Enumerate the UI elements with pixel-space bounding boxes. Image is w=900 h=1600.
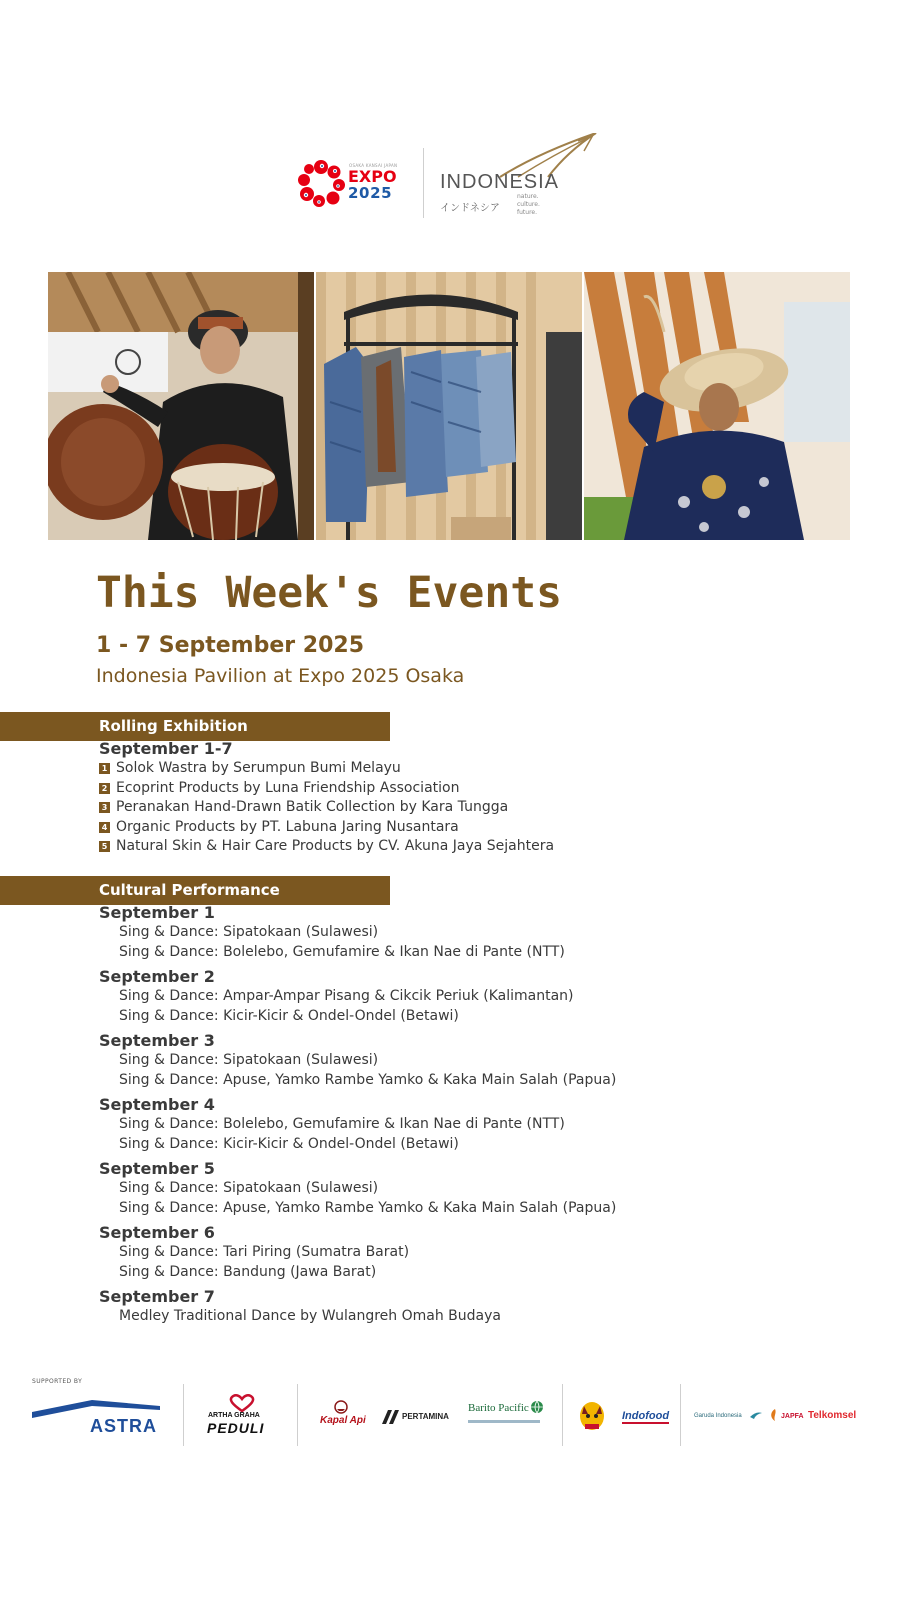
- performance-item: Sing & Dance: Ampar-Ampar Pisang & Cikcik Periuk (Kalimantan): [119, 988, 574, 1004]
- photo-strip: [48, 272, 850, 540]
- schedule-day: [99, 967, 616, 1026]
- performance-list: [99, 1115, 616, 1154]
- schedule-day-heading: September 2: [99, 967, 215, 986]
- performance-item: Sing & Dance: Sipatokaan (Sulawesi): [119, 1180, 379, 1196]
- mascot-icon: [578, 1400, 606, 1432]
- astra-wordmark: ASTRA: [90, 1416, 157, 1436]
- performance-item: Sing & Dance: Bolelebo, Gemufamire & Ikan Nae di Pante (NTT): [119, 1116, 565, 1132]
- telkomsel-text: Telkomsel: [808, 1410, 857, 1421]
- rolling-exhibition-list: [99, 739, 554, 857]
- performance-item: Sing & Dance: Sipatokaan (Sulawesi): [119, 1052, 379, 1068]
- sponsor-logos: [0, 1370, 900, 1450]
- tagline-line: future.: [517, 209, 538, 216]
- performance-list: [99, 987, 616, 1026]
- indofood-logo: [622, 1410, 674, 1430]
- pertamina-logo: [382, 1410, 454, 1430]
- list-item-text: Natural Skin & Hair Care Products by CV. Akuna Jaya Sejahtera: [116, 838, 555, 854]
- tagline-line: nature.: [517, 193, 539, 200]
- header-divider: [423, 148, 424, 218]
- page-title: This Week's Events: [96, 568, 562, 618]
- schedule-day: [99, 1223, 616, 1282]
- barito-pacific-text: Barito Pacific: [468, 1402, 529, 1414]
- expo-myaku-icon: [297, 159, 345, 207]
- heart-icon: [227, 1394, 257, 1412]
- list-item: [99, 798, 554, 818]
- batik-clothing-rack-photo: [316, 272, 582, 540]
- cultural-performance-schedule: [99, 903, 616, 1332]
- performance-list: [99, 1179, 616, 1218]
- performance-item: Sing & Dance: Tari Piring (Sumatra Barat): [119, 1244, 410, 1260]
- section-banner-label: Rolling Exhibition: [99, 717, 248, 735]
- event-venue: Indonesia Pavilion at Expo 2025 Osaka: [96, 665, 465, 687]
- header-logos: [0, 128, 900, 228]
- ship-icon: [334, 1400, 348, 1414]
- schedule-day: [99, 1031, 616, 1090]
- number-badge: 1: [99, 763, 110, 774]
- expo-word: EXPO: [348, 167, 397, 186]
- schedule-day-heading: September 4: [99, 1095, 215, 1114]
- sponsor-divider: [562, 1384, 563, 1446]
- globe-icon: [530, 1400, 544, 1414]
- barito-pacific-logo: [468, 1400, 548, 1434]
- performance-item: Sing & Dance: Sipatokaan (Sulawesi): [119, 924, 379, 940]
- supported-by-label: SUPPORTED BY: [32, 1378, 83, 1385]
- list-item-text: Solok Wastra by Serumpun Bumi Melayu: [116, 760, 401, 776]
- indonesia-wordmark: INDONESIA: [440, 171, 560, 193]
- list-item: [99, 818, 554, 838]
- garuda-text: Garuda Indonesia: [694, 1413, 742, 1419]
- expo-2025-logo: [297, 155, 407, 215]
- kapal-api-logo: [320, 1400, 364, 1436]
- schedule-day-heading: September 3: [99, 1031, 215, 1050]
- telkomsel-logo: [808, 1410, 858, 1426]
- performance-item: Medley Traditional Dance by Wulangreh Omah Budaya: [119, 1308, 501, 1324]
- rolling-day-heading: September 1-7: [99, 739, 233, 758]
- schedule-day: [99, 1287, 616, 1327]
- number-badge: 4: [99, 822, 110, 833]
- indonesia-pavilion-logo: [440, 133, 600, 223]
- performance-item: Sing & Dance: Kicir-Kicir & Ondel-Ondel (Betawi): [119, 1135, 459, 1152]
- event-date-range: 1 - 7 September 2025: [96, 633, 365, 658]
- cultural-performance-banner: [0, 876, 390, 905]
- list-item: [99, 779, 554, 799]
- number-badge: 3: [99, 802, 110, 813]
- list-item: [99, 837, 554, 857]
- schedule-day-heading: September 5: [99, 1159, 215, 1178]
- section-banner-label: Cultural Performance: [99, 881, 280, 899]
- garuda-bird-icon: [750, 1411, 762, 1419]
- performance-list: [99, 1307, 616, 1327]
- pertamina-text: PERTAMINA: [402, 1412, 449, 1421]
- sponsor-divider: [297, 1384, 298, 1446]
- performance-item: Sing & Dance: Apuse, Yamko Rambe Yamko & Kaka Main Salah (Papua): [119, 1199, 617, 1216]
- schedule-day-heading: September 7: [99, 1287, 215, 1306]
- indonesia-japanese-text: インドネシア: [440, 203, 500, 214]
- schedule-day: [99, 1159, 616, 1218]
- rolling-exhibition-banner: [0, 712, 390, 741]
- japfa-mark-icon: [768, 1408, 782, 1422]
- number-badge: 2: [99, 783, 110, 794]
- list-item-text: Ecoprint Products by Luna Friendship Association: [116, 779, 460, 796]
- list-item-text: Organic Products by PT. Labuna Jaring Nusantara: [116, 818, 459, 835]
- performance-item: Sing & Dance: Bandung (Jawa Barat): [119, 1263, 377, 1280]
- performance-list: [99, 1051, 616, 1090]
- pertamina-mark-icon: [382, 1410, 400, 1424]
- performance-item: Sing & Dance: Kicir-Kicir & Ondel-Ondel (Betawi): [119, 1007, 459, 1024]
- garuda-indonesia-logo: [694, 1410, 764, 1426]
- musician-drums-photo: [48, 272, 314, 540]
- barito-underline: [468, 1420, 540, 1423]
- exhibition-items: [99, 759, 554, 857]
- artha-graha-text: ARTHA GRAHA: [208, 1412, 260, 1419]
- expo-year: 2025: [348, 184, 393, 202]
- peduli-text: PEDULI: [207, 1420, 265, 1436]
- performance-item: Sing & Dance: Bolelebo, Gemufamire & Ikan Nae di Pante (NTT): [119, 943, 565, 960]
- ikan-logo: [578, 1400, 606, 1432]
- schedule-day: [99, 1095, 616, 1154]
- number-badge: 5: [99, 841, 110, 852]
- sponsor-divider: [183, 1384, 184, 1446]
- kapal-api-text: Kapal Api: [320, 1415, 366, 1426]
- indonesia-tagline: [517, 193, 540, 217]
- dancer-with-hat-photo: [584, 272, 850, 540]
- expo-location-text: OSAKA KANSAI JAPAN: [349, 163, 398, 168]
- japfa-logo: [768, 1408, 804, 1428]
- indofood-text: Indofood: [622, 1410, 670, 1422]
- list-item-text: Peranakan Hand-Drawn Batik Collection by Kara Tunggа: [116, 799, 509, 815]
- artha-graha-peduli-logo: [205, 1394, 280, 1438]
- tagline-line: culture.: [517, 201, 540, 208]
- japfa-text: JAPFA: [781, 1413, 804, 1420]
- astra-logo: [32, 1398, 160, 1438]
- list-item: [99, 759, 554, 779]
- schedule-day: [99, 903, 616, 962]
- schedule-day-heading: September 6: [99, 1223, 215, 1242]
- sponsor-divider: [680, 1384, 681, 1446]
- schedule-day-heading: September 1: [99, 903, 215, 922]
- performance-list: [99, 923, 616, 962]
- performance-list: [99, 1243, 616, 1282]
- performance-item: Sing & Dance: Apuse, Yamko Rambe Yamko & Kaka Main Salah (Papua): [119, 1071, 617, 1088]
